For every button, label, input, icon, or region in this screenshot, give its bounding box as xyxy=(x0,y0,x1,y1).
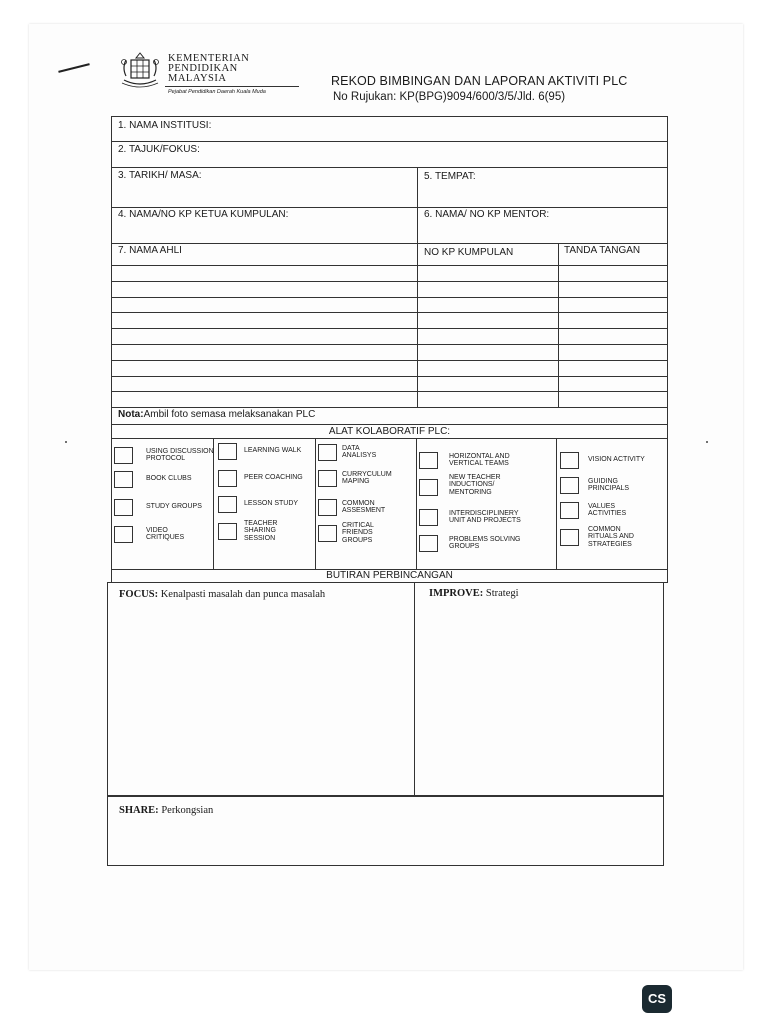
tool-checkbox[interactable] xyxy=(318,499,337,516)
tool-label-line: VERTICAL TEAMS xyxy=(449,460,509,468)
tool-checkbox[interactable] xyxy=(318,444,337,461)
note-text: Ambil foto semasa melaksanakan PLC xyxy=(143,409,316,421)
tool-label-line: CRITIQUES xyxy=(146,534,185,542)
tool-checkbox[interactable] xyxy=(218,496,237,513)
datetime-label: 3. TARIKH/ MASA: xyxy=(118,170,202,181)
tool-label-line: GROUPS xyxy=(342,536,373,544)
tool-label-line: VISION ACTIVITY xyxy=(588,456,645,464)
tool-label-line: VIDEO xyxy=(146,526,168,534)
member-row xyxy=(112,361,667,377)
tool-checkbox[interactable] xyxy=(419,479,438,496)
tool-label-line: HORIZONTAL AND xyxy=(449,452,510,460)
tool-label-line: USING DISCUSSION xyxy=(146,447,214,455)
members-label: 7. NAMA AHLI xyxy=(118,245,182,256)
mentor-label: 6. NAMA/ NO KP MENTOR: xyxy=(424,209,550,220)
tool-checkbox[interactable] xyxy=(114,471,133,488)
tool-checkbox[interactable] xyxy=(560,452,579,469)
divider xyxy=(416,439,417,569)
tool-label-line: ASSESMENT xyxy=(342,507,386,515)
row-member-headers xyxy=(112,244,667,266)
tool-label xyxy=(588,526,634,549)
share-box[interactable] xyxy=(108,796,663,865)
tool-checkbox[interactable] xyxy=(560,477,579,494)
share-text: Perkongsian xyxy=(161,805,214,816)
row-datetime-place xyxy=(112,168,667,208)
tool-label xyxy=(244,500,298,508)
tool-label xyxy=(588,456,645,464)
tool-label-line: COMMON xyxy=(342,499,375,507)
leader-label: 4. NAMA/NO KP KETUA KUMPULAN: xyxy=(118,209,289,220)
member-rows xyxy=(112,266,667,408)
tool-label xyxy=(244,474,303,482)
focus-text: Kenalpasti masalah dan punca masalah xyxy=(160,589,326,600)
tool-checkbox[interactable] xyxy=(318,470,337,487)
office-name: Pejabat Pendidikan Daerah Kuala Muda xyxy=(168,89,266,95)
institution-label: 1. NAMA INSTITUSI: xyxy=(118,120,212,131)
focus-label: FOCUS: xyxy=(119,589,159,600)
tool-label xyxy=(244,520,277,543)
note-label: Nota: xyxy=(118,409,144,421)
tool-label xyxy=(244,447,301,455)
speck xyxy=(65,441,67,443)
tool-label xyxy=(146,527,184,542)
tool-label xyxy=(342,445,376,460)
tool-label xyxy=(449,474,501,497)
tool-label-line: CURRYCULUM xyxy=(342,470,392,478)
divider xyxy=(315,439,316,569)
tool-label xyxy=(146,448,214,463)
tool-label-line: NEW TEACHER xyxy=(449,473,501,481)
tool-label-line: PROBLEMS SOLVING xyxy=(449,535,521,543)
tool-checkbox[interactable] xyxy=(318,525,337,542)
member-row xyxy=(112,377,667,393)
tool-label-line: UNIT AND PROJECTS xyxy=(449,517,521,525)
tool-checkbox[interactable] xyxy=(218,470,237,487)
tool-label xyxy=(588,478,629,493)
divider xyxy=(558,266,559,408)
collaborative-tools xyxy=(112,439,667,570)
document-reference: No Rujukan: KP(BPG)9094/600/3/5/Jld. 6(95) xyxy=(333,91,566,103)
tool-checkbox[interactable] xyxy=(560,502,579,519)
tool-checkbox[interactable] xyxy=(114,447,133,464)
member-row xyxy=(112,329,667,345)
tool-checkbox[interactable] xyxy=(114,499,133,516)
speck xyxy=(706,441,708,443)
divider xyxy=(417,208,418,243)
header-rule xyxy=(165,86,299,87)
tool-label-line: SESSION xyxy=(244,534,276,542)
divider xyxy=(417,168,418,207)
divider xyxy=(417,266,418,408)
place-label: 5. TEMPAT: xyxy=(424,171,476,182)
member-row xyxy=(112,282,667,298)
tool-checkbox[interactable] xyxy=(114,526,133,543)
discussion-heading: BUTIRAN PERBINCANGAN xyxy=(326,570,453,582)
tool-label-line: GUIDING xyxy=(588,477,618,485)
tool-label xyxy=(342,500,385,515)
improve-heading xyxy=(429,588,519,599)
tool-checkbox[interactable] xyxy=(419,509,438,526)
tool-label-line: PEER COACHING xyxy=(244,474,303,482)
tool-label-line: VALUES xyxy=(588,502,616,510)
focus-box[interactable] xyxy=(108,583,415,796)
tool-label xyxy=(342,471,392,486)
ministry-line-1: KEMENTERIAN xyxy=(168,53,250,64)
topic-label: 2. TAJUK/FOKUS: xyxy=(118,144,200,155)
share-label: SHARE: xyxy=(119,805,159,816)
improve-text: Strategi xyxy=(485,588,519,599)
member-row xyxy=(112,313,667,329)
tool-label-line: SHARING xyxy=(244,527,276,535)
tool-label-line: DATA xyxy=(342,444,360,452)
tool-label-line: RITUALS AND xyxy=(588,533,634,541)
tool-label-line: PRINCIPALS xyxy=(588,485,630,493)
row-leader-mentor xyxy=(112,208,667,244)
tool-label-line: STUDY GROUPS xyxy=(146,503,202,511)
tool-label xyxy=(146,503,202,511)
tools-heading: ALAT KOLABORATIF PLC: xyxy=(112,425,667,439)
ministry-name xyxy=(168,54,249,84)
tool-label-line: MAPING xyxy=(342,478,370,486)
tool-label-line: STRATEGIES xyxy=(588,540,632,548)
tool-label xyxy=(146,475,192,483)
row-topic xyxy=(112,142,667,168)
note xyxy=(118,409,315,420)
tool-label-line: LESSON STUDY xyxy=(244,500,299,508)
tool-label-line: COMMON xyxy=(588,525,621,533)
member-row xyxy=(112,345,667,361)
tool-checkbox[interactable] xyxy=(218,443,237,460)
tool-label-line: TEACHER xyxy=(244,519,278,527)
member-row xyxy=(112,392,667,408)
tool-label-line: PROTOCOL xyxy=(146,455,186,463)
improve-label: IMPROVE: xyxy=(429,588,484,599)
tool-label-line: LEARNING WALK xyxy=(244,447,302,455)
tool-label-line: INDUCTIONS/ xyxy=(449,481,495,489)
share-heading xyxy=(119,805,213,816)
ministry-line-3: MALAYSIA xyxy=(168,73,227,84)
tool-label xyxy=(588,503,626,518)
tool-checkbox[interactable] xyxy=(419,535,438,552)
tool-label-line: BOOK CLUBS xyxy=(146,475,192,483)
tool-label-line: GROUPS xyxy=(449,543,480,551)
tool-label xyxy=(342,522,374,545)
divider xyxy=(417,244,418,265)
camscanner-badge: CS xyxy=(642,985,672,1013)
divider xyxy=(556,439,557,569)
member-row xyxy=(112,266,667,282)
ministry-line-2: PENDIDIKAN xyxy=(168,63,238,74)
discussion-area xyxy=(107,582,664,866)
tool-checkbox[interactable] xyxy=(419,452,438,469)
focus-heading xyxy=(119,589,325,600)
tool-label-line: FRIENDS xyxy=(342,529,373,537)
tool-label-line: MENTORING xyxy=(449,488,492,496)
crest-logo-icon xyxy=(118,50,162,90)
tool-label-line: INTERDISCIPLINERY xyxy=(449,509,519,517)
row-note xyxy=(112,408,667,425)
group-id-label: NO KP KUMPULAN xyxy=(424,247,514,258)
member-row xyxy=(112,298,667,314)
tool-label xyxy=(449,510,521,525)
tool-label-line: ANALISYS xyxy=(342,452,377,460)
improve-box[interactable] xyxy=(415,583,663,796)
tool-label-line: CRITICAL xyxy=(342,521,374,529)
tool-checkbox[interactable] xyxy=(560,529,579,546)
tool-label xyxy=(449,453,510,468)
divider xyxy=(558,244,559,265)
tool-label xyxy=(449,536,520,551)
signature-label: TANDA TANGAN xyxy=(564,245,641,256)
document-title: REKOD BIMBINGAN DAN LAPORAN AKTIVITI PLC xyxy=(331,74,628,88)
plc-form xyxy=(111,116,668,583)
tool-checkbox[interactable] xyxy=(218,523,237,540)
row-institution xyxy=(112,117,667,142)
tool-label-line: ACTIVITIES xyxy=(588,510,627,518)
